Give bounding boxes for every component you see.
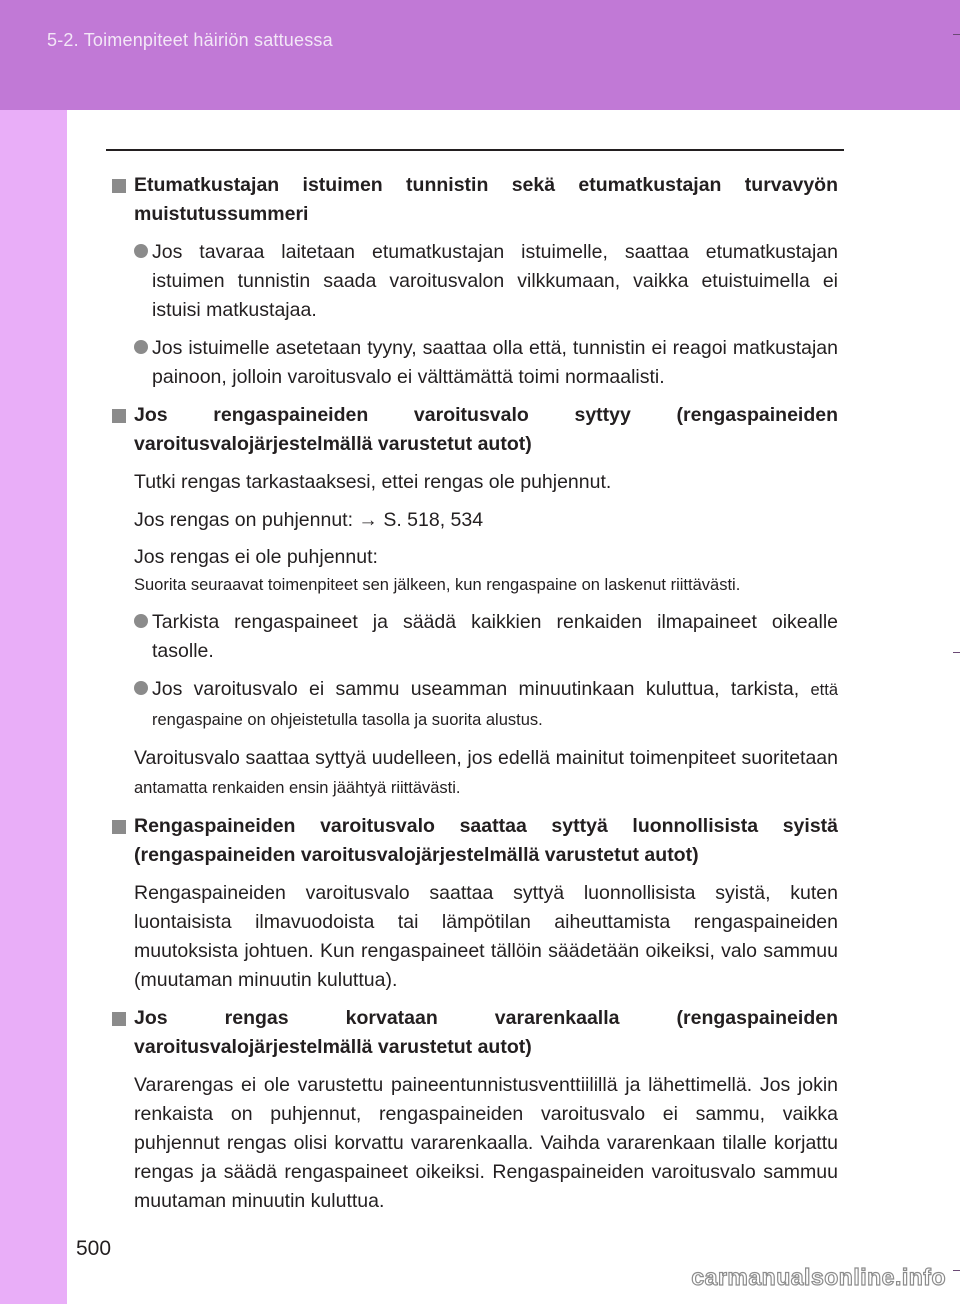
paragraph: Jos rengas on puhjennut: → S. 518, 534 bbox=[134, 509, 484, 531]
section-heading-text: Jos rengaspaineiden varoitusvalo syttyy (rengaspaineiden varoitusvalojärjestelmällä varustetut autot) bbox=[134, 404, 838, 455]
paragraph-line: Varoitusvalo saattaa syttyä uudelleen, jos edellä mainitut toimenpiteet suoritetaan bbox=[134, 747, 838, 769]
crop-mark bbox=[953, 1270, 960, 1271]
section-heading bbox=[134, 812, 838, 870]
paragraph: Vararengas ei ole varustettu paineentunnistusventtiilillä ja lähettimellä. Jos jokin renkaista on puhjennut, rengaspaineiden varoitusvalo ei sammu, vaikka puhjennut rengas olisi korvattu vararenkaalla. Vaihda vararenkaan tilalle korjattu rengas ja säädä rengaspaineet oikeiksi. Rengaspaineiden varoitusvalo sammuu muutaman minuutin kuluttua. bbox=[134, 1074, 838, 1212]
list-item-text: Jos istuimelle asetetaan tyyny, saattaa olla että, tunnistin ei reagoi matkustajan painoon, jolloin varoitusvalo ei välttämättä toimi normaalisti. bbox=[152, 337, 838, 388]
paragraph: Rengaspaineiden varoitusvalo saattaa syttyä luonnollisista syistä, kuten luontaisista ilmavuodoista tai lämpötilan aiheuttamista rengaspaineiden muutoksista johtuen. Kun rengaspaineet tällöin säädetään oikeiksi, valo sammuu (muutaman minuutin kuluttua). bbox=[134, 882, 838, 991]
section-heading bbox=[134, 1004, 838, 1062]
section-header-title: 5-2. Toimenpiteet häiriön sattuessa bbox=[47, 30, 333, 50]
section-heading-text: Rengaspaineiden varoitusvalo saattaa syttyä luonnollisista syistä (rengaspaineiden varoitusvalojärjestelmällä varustetut autot) bbox=[134, 815, 838, 866]
square-bullet-icon bbox=[112, 179, 126, 193]
crop-mark bbox=[953, 652, 960, 653]
section-heading bbox=[134, 171, 838, 229]
paragraph: Tutki rengas tarkastaaksesi, ettei rengas ole puhjennut. bbox=[134, 471, 612, 493]
round-bullet-icon bbox=[134, 614, 148, 628]
paragraph bbox=[134, 744, 838, 803]
list-item-text: Jos varoitusvalo ei sammu useamman minuutinkaan kuluttua, tarkista, bbox=[152, 678, 800, 700]
paragraph-line: Suorita seuraavat toimenpiteet sen jälkeen, kun rengaspaine on laskenut riittävästi. bbox=[134, 576, 741, 594]
list-item bbox=[134, 675, 838, 735]
crop-mark bbox=[953, 34, 960, 35]
top-rule bbox=[106, 149, 844, 151]
section-seat-sensor bbox=[112, 171, 838, 392]
list-item bbox=[134, 334, 838, 392]
paragraph-line: antamatta renkaiden ensin jäähtyä riittävästi. bbox=[134, 779, 461, 797]
paragraph-line: Jos rengas ei ole puhjennut: bbox=[134, 546, 378, 568]
list-item-text: Tarkista rengaspaineet ja säädä kaikkien renkaiden ilmapaineet oikealle tasolle. bbox=[152, 611, 838, 662]
section-heading bbox=[134, 401, 838, 459]
square-bullet-icon bbox=[112, 1012, 126, 1026]
list-item-text: että rengaspaine on ohjeistetulla tasolla ja suorita alustus. bbox=[152, 681, 838, 729]
section-heading-text: Etumatkustajan istuimen tunnistin sekä etumatkustajan turvavyön muistutussummeri bbox=[134, 174, 838, 225]
page-content bbox=[112, 171, 838, 1225]
section-spare-tire bbox=[112, 1004, 838, 1216]
round-bullet-icon bbox=[134, 244, 148, 258]
side-band bbox=[0, 110, 67, 1304]
watermark-logo: carmanualsonline.info bbox=[691, 1264, 946, 1290]
section-tpws-light-on bbox=[112, 401, 838, 803]
page-number: 500 bbox=[76, 1237, 112, 1260]
list-item bbox=[134, 238, 838, 325]
list-item bbox=[134, 608, 838, 666]
square-bullet-icon bbox=[112, 820, 126, 834]
list-item-text: Jos tavaraa laitetaan etumatkustajan istuimelle, saattaa etumatkustajan istuimen tunnistin saada varoitusvalon vilkkumaan, vaikka etuistuimella ei istuisi matkustajaa. bbox=[152, 241, 838, 321]
section-heading-text: Jos rengas korvataan vararenkaalla (rengaspaineiden varoitusvalojärjestelmällä varustetut autot) bbox=[134, 1007, 838, 1058]
round-bullet-icon bbox=[134, 340, 148, 354]
section-tpws-natural-causes bbox=[112, 812, 838, 995]
paragraph bbox=[134, 544, 838, 599]
round-bullet-icon bbox=[134, 681, 148, 695]
square-bullet-icon bbox=[112, 409, 126, 423]
header-band bbox=[0, 0, 960, 110]
